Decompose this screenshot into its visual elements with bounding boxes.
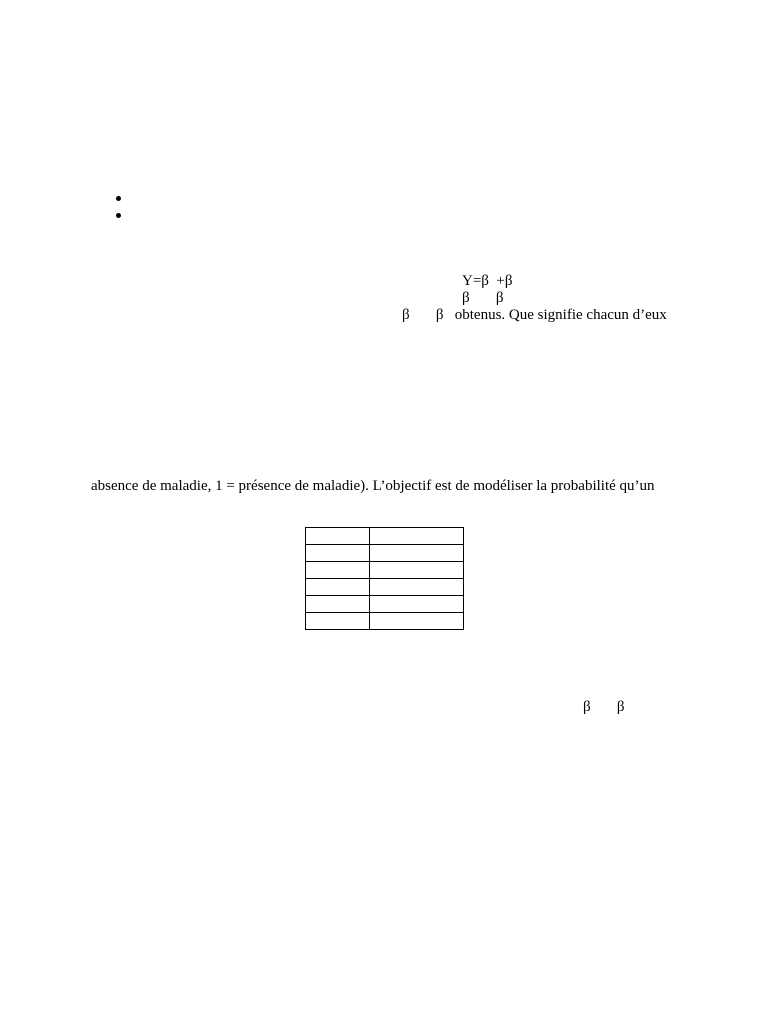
bullet-marker	[116, 196, 121, 201]
paragraph-line: absence de maladie, 1 = présence de maladie). L’objectif est de modéliser la probabilité qu’un	[91, 478, 655, 494]
table-cell	[370, 562, 464, 579]
table-row	[306, 579, 464, 596]
table-cell	[370, 613, 464, 630]
table-cell	[370, 596, 464, 613]
data-table	[305, 527, 464, 630]
table-cell	[306, 545, 370, 562]
table-cell	[306, 562, 370, 579]
table-cell	[370, 545, 464, 562]
bullet-marker	[116, 213, 121, 218]
formula-line-coefficients: β β	[462, 290, 504, 306]
table-row	[306, 596, 464, 613]
table-row	[306, 613, 464, 630]
table-row	[306, 545, 464, 562]
formula-line-question: β β obtenus. Que signifie chacun d’eux	[402, 307, 667, 323]
coefficient-symbols: β β	[583, 699, 625, 715]
table-cell	[306, 528, 370, 545]
table-cell	[370, 579, 464, 596]
table-cell	[306, 596, 370, 613]
table-body	[306, 528, 464, 630]
table-cell	[370, 528, 464, 545]
table-cell	[306, 613, 370, 630]
table-row	[306, 562, 464, 579]
table-cell	[306, 579, 370, 596]
formula-line-model: Y=β +β	[462, 273, 513, 289]
table-row	[306, 528, 464, 545]
